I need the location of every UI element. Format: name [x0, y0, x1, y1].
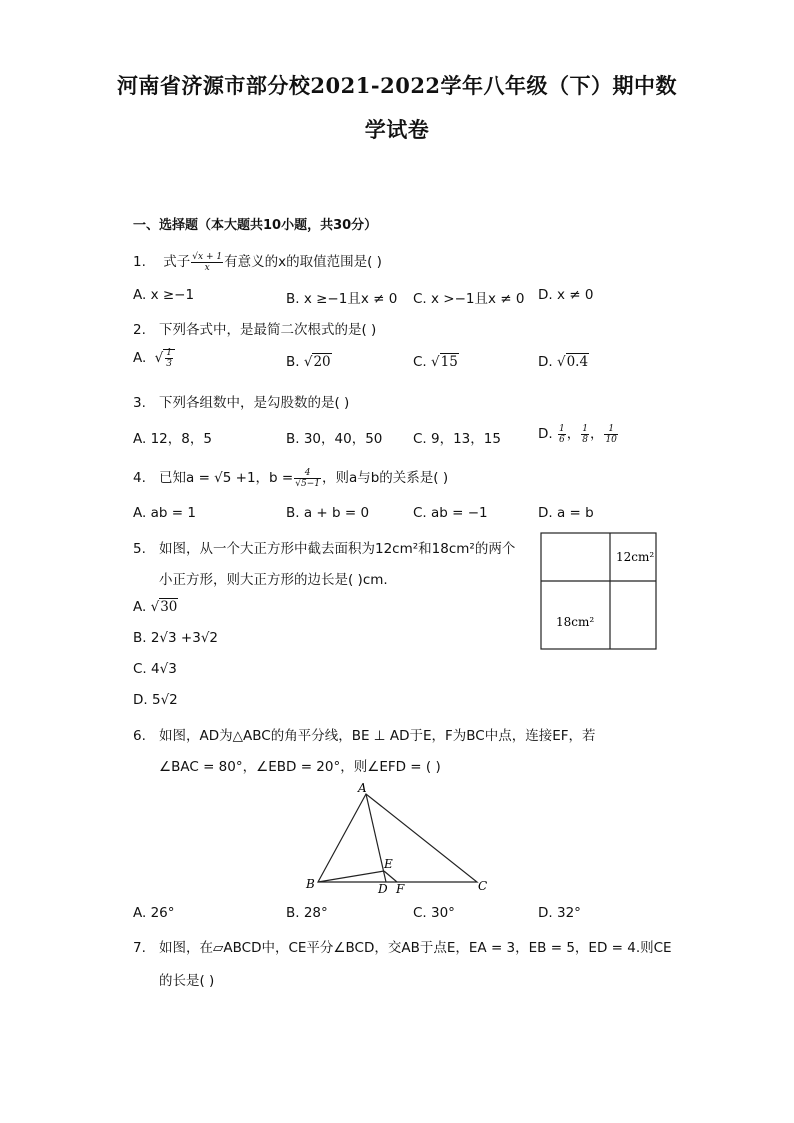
- point-d-label: D: [378, 882, 388, 896]
- fraction: $\frac{√x + 1}{x}$: [192, 251, 223, 273]
- question-6: 6. 如图，AD为△ABC的角平分线，BE ⊥ AD于E，F为BC中点，连接EF，若: [133, 728, 596, 744]
- option-a: A. √ $\frac{1}{3}$: [133, 348, 175, 369]
- question-4: 4. 已知a = √5 +1，b = $\frac{4}{√5-1}$ ，则a与b的关系是( ): [133, 467, 449, 489]
- option-d: D. $\frac{1}{6}$ ， $\frac{1}{8}$ ， $\frac{1}{10}$: [538, 423, 617, 445]
- page-title-line-1: 河南省济源市部分校2021-2022学年八年级（下）期中数: [116, 73, 678, 98]
- option-c: C. 30°: [413, 905, 455, 921]
- option-a: A. 26°: [133, 905, 175, 921]
- point-a-label: A: [358, 781, 367, 795]
- question-5-line-2: 小正方形，则大正方形的边长是( )cm.: [159, 572, 388, 588]
- option-d: D. x ≠ 0: [538, 287, 594, 303]
- option-c: C. 4√3: [133, 661, 177, 677]
- option-c: C. ab = −1: [413, 505, 488, 521]
- section-heading: 一、选择题（本大题共10小题，共30分）: [133, 218, 378, 233]
- option-c: C. x >−1且x ≠ 0: [413, 291, 525, 307]
- question-3: 3. 下列各组数中，是勾股数的是( ): [133, 395, 350, 411]
- question-7: 7. 如图，在▱ABCD中，CE平分∠BCD，交AB于点E，EA = 3，EB = 5，ED = 4.则CE: [133, 940, 672, 956]
- point-b-label: B: [306, 877, 315, 891]
- option-a: A. 12，8，5: [133, 431, 212, 447]
- question-1: 1. 式子 $\frac{√x + 1}{x}$ 有意义的x的取值范围是( ): [133, 251, 382, 273]
- squares-figure: [538, 530, 660, 652]
- option-c: C. √15: [413, 354, 458, 370]
- option-b: B. 30，40，50: [286, 431, 383, 447]
- option-d: D. √0.4: [538, 354, 589, 370]
- question-number: 1.: [133, 254, 146, 270]
- option-a: A. √30: [133, 599, 178, 615]
- segment-be: [318, 871, 384, 882]
- label-18cm2: 18cm²: [556, 615, 595, 629]
- question-7-line-2: 的长是( ): [159, 973, 215, 989]
- option-d: D. a = b: [538, 505, 594, 521]
- option-b: B. √20: [286, 354, 331, 370]
- question-5: 5. 如图，从一个大正方形中截去面积为12cm²和18cm²的两个: [133, 541, 516, 557]
- triangle-abc: [318, 794, 477, 882]
- label-12cm2: 12cm²: [616, 550, 655, 564]
- option-a: A. x ≥−1: [133, 287, 195, 303]
- option-c: C. 9，13，15: [413, 431, 501, 447]
- triangle-figure: [300, 778, 500, 898]
- option-b: B. 28°: [286, 905, 328, 921]
- option-d: D. 32°: [538, 905, 581, 921]
- option-d: D. 5√2: [133, 692, 178, 708]
- option-b: B. x ≥−1且x ≠ 0: [286, 291, 398, 307]
- point-e-label: E: [384, 857, 393, 871]
- option-b: B. a + b = 0: [286, 505, 370, 521]
- point-c-label: C: [478, 879, 488, 893]
- point-f-label: F: [396, 882, 405, 896]
- option-a: A. ab = 1: [133, 505, 196, 521]
- option-b: B. 2√3 +3√2: [133, 630, 219, 646]
- question-6-line-2: ∠BAC = 80°，∠EBD = 20°，则∠EFD = ( ): [159, 759, 441, 775]
- question-2: 2. 下列各式中，是最简二次根式的是( ): [133, 322, 377, 338]
- page-title-line-2: 学试卷: [364, 117, 430, 142]
